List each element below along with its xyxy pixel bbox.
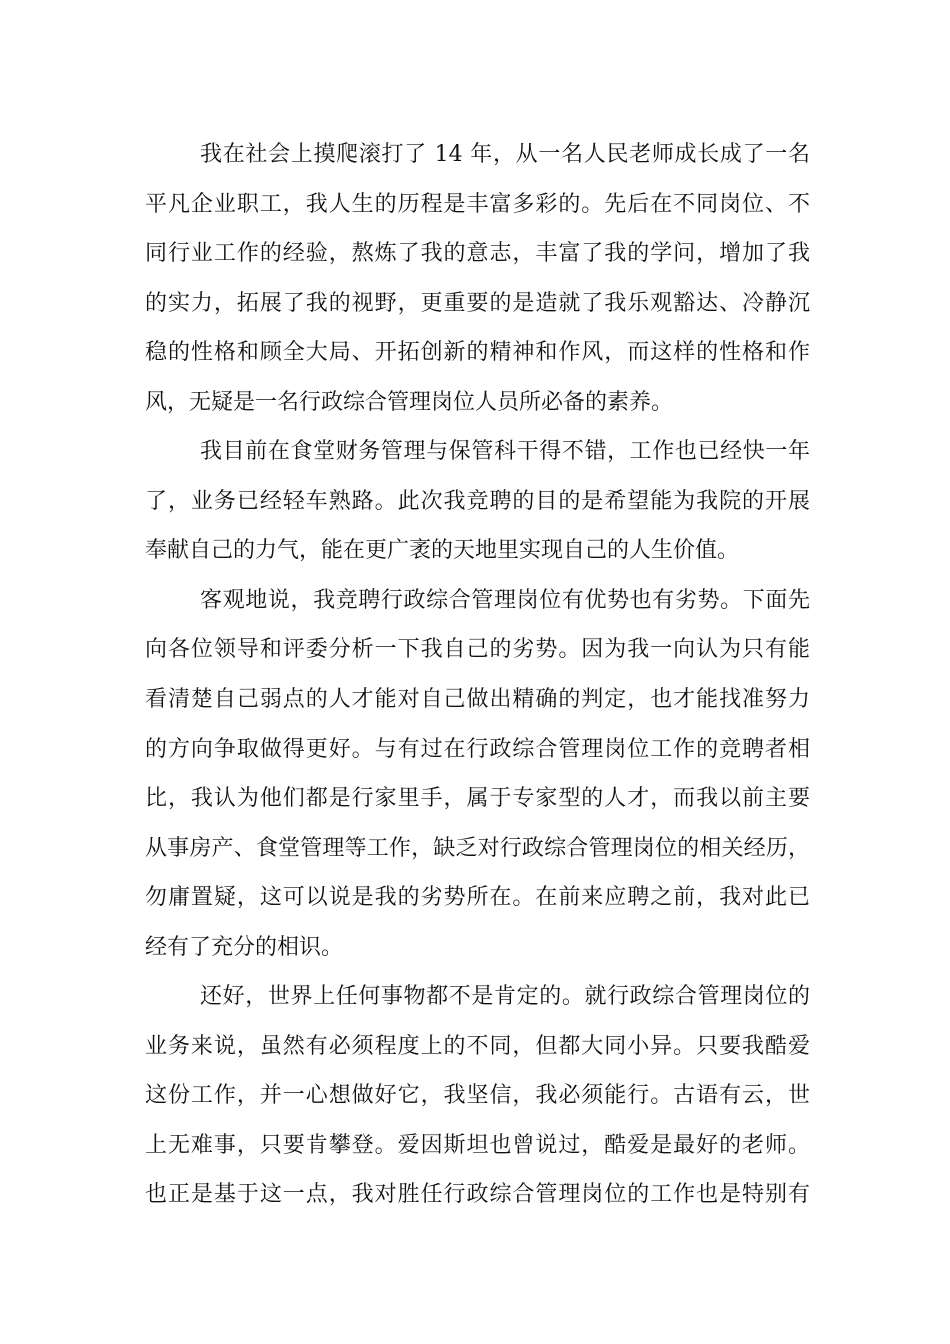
text-line: 风，无疑是一名行政综合管理岗位人员所必备的素养。 bbox=[145, 389, 674, 415]
text-line: 比，我认为他们都是行家里手，属于专家型的人才，而我以前主要 bbox=[145, 786, 810, 812]
text-line: 奉献自己的力气，能在更广袤的天地里实现自己的人生价值。 bbox=[145, 538, 740, 564]
text-line: 也正是基于这一点，我对胜任行政综合管理岗位的工作也是特别有 bbox=[145, 1182, 810, 1208]
text-line: 同行业工作的经验，熬炼了我的意志，丰富了我的学问，增加了我 bbox=[145, 241, 810, 267]
text-line: 业务来说，虽然有必须程度上的不同，但都大同小异。只要我酷爱 bbox=[145, 1033, 810, 1059]
paragraph-1 bbox=[145, 130, 810, 427]
text-line: 我目前在食堂财务管理与保管科干得不错，工作也已经快一年 bbox=[200, 439, 810, 465]
text-line: 的实力，拓展了我的视野，更重要的是造就了我乐观豁达、冷静沉 bbox=[145, 290, 810, 316]
text-line: 经有了充分的相识。 bbox=[145, 934, 344, 960]
text-line: 的方向争取做得更好。与有过在行政综合管理岗位工作的竞聘者相 bbox=[145, 736, 810, 762]
text-line: 还好，世界上任何事物都不是肯定的。就行政综合管理岗位的 bbox=[200, 984, 810, 1010]
text-line: 上无难事，只要肯攀登。爱因斯坦也曾说过，酷爱是最好的老师。 bbox=[145, 1132, 810, 1158]
text-line: 从事房产、食堂管理等工作，缺乏对行政综合管理岗位的相关经历， bbox=[145, 835, 810, 861]
body-text bbox=[145, 130, 810, 1220]
text-line: 客观地说，我竞聘行政综合管理岗位有优势也有劣势。下面先 bbox=[200, 587, 810, 613]
text-line: 向各位领导和评委分析一下我自己的劣势。因为我一向认为只有能 bbox=[145, 637, 810, 663]
text-line: 我在社会上摸爬滚打了 14 年，从一名人民老师成长成了一名 bbox=[200, 142, 810, 167]
text-line: 看清楚自己弱点的人才能对自己做出精确的判定，也才能找准努力 bbox=[145, 687, 810, 713]
paragraph-2 bbox=[145, 427, 810, 576]
paragraph-3 bbox=[145, 576, 810, 972]
paragraph-4 bbox=[145, 972, 810, 1220]
text-line: 平凡企业职工，我人生的历程是丰富多彩的。先后在不同岗位、不 bbox=[145, 191, 810, 217]
text-line: 了，业务已经轻车熟路。此次我竞聘的目的是希望能为我院的开展 bbox=[145, 488, 810, 514]
text-line: 稳的性格和顾全大局、开拓创新的精神和作风，而这样的性格和作 bbox=[145, 340, 810, 366]
text-line: 勿庸置疑，这可以说是我的劣势所在。在前来应聘之前，我对此已 bbox=[145, 885, 810, 911]
text-line: 这份工作，并一心想做好它，我坚信，我必须能行。古语有云，世 bbox=[145, 1083, 810, 1109]
